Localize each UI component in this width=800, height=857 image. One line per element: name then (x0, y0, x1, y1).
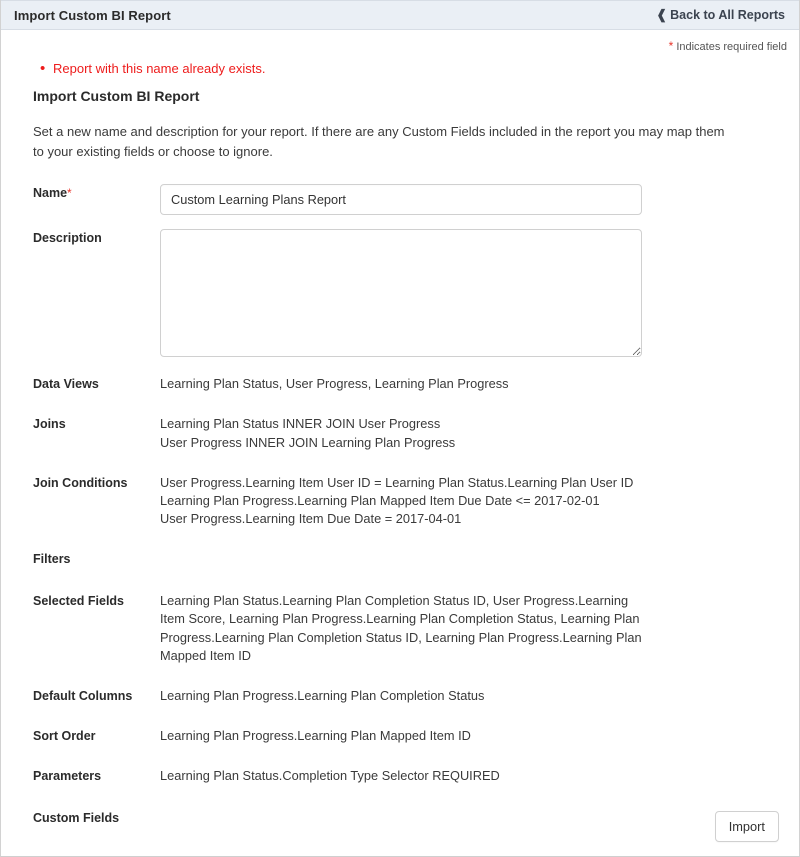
back-to-all-reports-link[interactable] (656, 8, 789, 22)
data-views-label: Data Views (33, 377, 99, 392)
back-link-label: Back to All Reports (670, 8, 785, 22)
join-conditions-label: Join Conditions (33, 475, 128, 490)
form-row-data-views (1, 375, 799, 393)
name-label (33, 184, 160, 200)
chevron-left-icon: ❰ (656, 7, 668, 22)
sort-order-value (160, 727, 642, 745)
data-views-value (160, 375, 642, 393)
import-form (1, 184, 799, 825)
join-conditions-line: User Progress.Learning Item User ID = Learning Plan Status.Learning Plan User ID (160, 474, 634, 490)
name-required-asterisk-icon: * (67, 186, 72, 201)
sort-order-label: Sort Order (33, 729, 96, 743)
required-field-note (1, 30, 799, 53)
form-intro-text: Set a new name and description for your report. If there are any Custom Fields included in the report you may map them to your existing fields or choose to ignore. (33, 124, 725, 160)
parameters-value (160, 767, 642, 785)
form-row-parameters (1, 767, 799, 785)
joins-line: Learning Plan Status INNER JOIN User Progress (160, 416, 441, 432)
parameters-line: Learning Plan Status.Completion Type Selector REQUIRED (160, 768, 500, 784)
form-row-joins (1, 415, 799, 451)
join-conditions-value (160, 474, 642, 528)
form-row-join-conditions (1, 474, 799, 528)
joins-value (160, 415, 642, 451)
join-conditions-line: User Progress.Learning Item Due Date = 2017-04-01 (160, 511, 462, 527)
form-row-description (1, 229, 799, 357)
default-columns-label: Default Columns (33, 688, 133, 703)
description-label: Description (33, 231, 102, 246)
name-input-wrap (160, 184, 642, 215)
form-row-selected-fields (1, 592, 799, 665)
form-row-sort-order (1, 727, 799, 745)
form-footer (1, 796, 799, 856)
join-conditions-line: Learning Plan Progress.Learning Plan Mapped Item Due Date <= 2017-02-01 (160, 492, 600, 508)
default-columns-line: Learning Plan Progress.Learning Plan Completion Status (160, 687, 485, 703)
import-button[interactable]: Import (715, 811, 779, 842)
data-views-line: Learning Plan Status, User Progress, Learning Plan Progress (160, 376, 509, 392)
name-input[interactable] (160, 184, 642, 215)
page-title: Import Custom BI Report (14, 7, 171, 23)
joins-label: Joins (33, 417, 66, 432)
required-note-text: Indicates required field (676, 41, 787, 53)
form-section-heading: Import Custom BI Report (33, 88, 200, 104)
form-row-name (1, 184, 799, 215)
filters-label: Filters (33, 552, 71, 567)
form-row-default-columns (1, 687, 799, 705)
sort-order-line: Learning Plan Progress.Learning Plan Mapped Item ID (160, 728, 471, 743)
joins-line: User Progress INNER JOIN Learning Plan Progress (160, 434, 456, 450)
description-input-wrap (160, 229, 642, 357)
selected-fields-label: Selected Fields (33, 594, 125, 609)
name-label-text: Name (33, 186, 68, 201)
description-textarea[interactable] (160, 229, 642, 357)
parameters-label: Parameters (33, 769, 102, 784)
required-asterisk-icon: * (668, 39, 674, 53)
window-titlebar (1, 0, 799, 30)
custom-fields-label: Custom Fields (33, 811, 120, 826)
form-row-filters (1, 550, 799, 566)
selected-fields-value: Learning Plan Status.Learning Plan Completion Status ID, User Progress.Learning Item Score, Learning Plan Progress.Learning Plan Completion Status, Learning Plan Progress.Learning Plan Completion Status ID, Learning Plan Progress.Learning Plan Mapped Item ID (160, 593, 642, 663)
default-columns-value (160, 687, 642, 705)
error-message: • Report with this name already exists. (53, 61, 799, 76)
error-message-list (1, 61, 799, 76)
